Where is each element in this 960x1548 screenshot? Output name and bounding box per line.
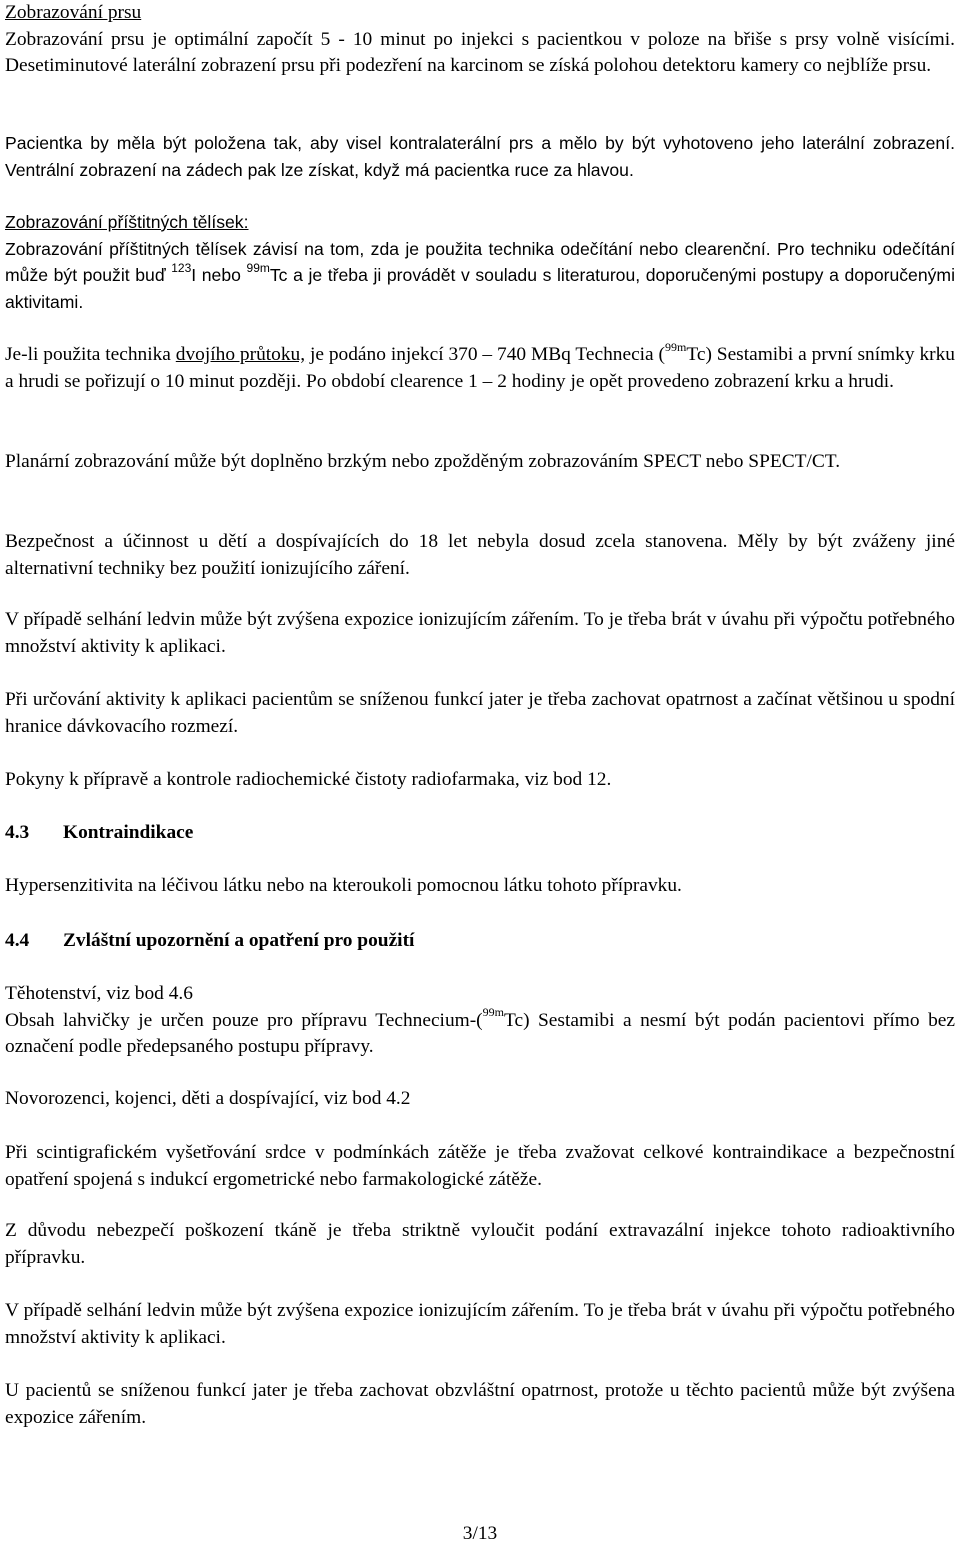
section-heading-breast-imaging: Zobrazování prsu bbox=[5, 2, 142, 23]
section-title: Zvláštní upozornění a opatření pro použití bbox=[63, 930, 415, 951]
paragraph: Novorozenci, kojenci, děti a dospívající, viz bod 4.2 bbox=[5, 1088, 411, 1109]
text-run: I nebo bbox=[191, 265, 247, 286]
superscript: 99m bbox=[665, 339, 687, 354]
paragraph: U pacientů se sníženou funkcí jater je třeba zachovat obzvláštní opatrnost, protože u těchto pacientů může být zvýšena expozice zářením. bbox=[5, 1380, 955, 1428]
paragraph bbox=[5, 236, 955, 316]
paragraph: Pokyny k přípravě a kontrole radiochemické čistoty radiofarmaka, viz bod 12. bbox=[5, 769, 612, 790]
text-run: je podáno injekcí 370 – 740 MBq Technecia ( bbox=[305, 344, 666, 365]
text-run: Tc) Sestamibi a první snímky krku a hrudi se pořizují o 10 minut později. Po období clearence 1 – 2 hodiny je opět provedeno zobrazení krku a hrudi. bbox=[5, 344, 955, 392]
breast-imaging-section bbox=[5, 0, 955, 80]
paragraph: Při určování aktivity k aplikaci pacientům se sníženou funkcí jater je třeba zachovat opatrnost a začínat většinou u spodní hranice dávkovacího rozmezí. bbox=[5, 689, 955, 737]
paragraph: Hypersenzitivita na léčivou látku nebo na kteroukoli pomocnou látku tohoto přípravku. bbox=[5, 875, 682, 896]
section-title: Kontraindikace bbox=[63, 822, 194, 843]
superscript: 123 bbox=[171, 261, 192, 276]
paragraph: Bezpečnost a účinnost u dětí a dospívajících do 18 let nebyla dosud zcela stanovena. Měly by být zváženy jiné alternativní techniky bez použití ionizujícího záření. bbox=[5, 531, 955, 579]
section-number: 4.3 bbox=[5, 822, 30, 843]
text-run: Zobrazování příštitných tělísek závisí na tom, zda je použita technika odečítání nebo clearenční. Pro techniku odečítání může být použit buď bbox=[5, 238, 955, 286]
section-heading-parathyroid-imaging: Zobrazování příštitných tělísek: bbox=[5, 212, 249, 232]
paragraph bbox=[5, 1005, 955, 1061]
section-heading-4-4 bbox=[5, 928, 955, 955]
paragraph: Planární zobrazování může být doplněno brzkým nebo zpožděným zobrazováním SPECT nebo SPECT/CT. bbox=[5, 451, 841, 472]
page-number: 3/13 bbox=[462, 1523, 498, 1544]
paragraph: V případě selhání ledvin může být zvýšena expozice ionizujícím zářením. To je třeba brát v úvahu při výpočtu potřebného množství aktivity k aplikaci. bbox=[5, 1300, 955, 1348]
text-run: Tc a je třeba ji provádět v souladu s literaturou, doporučenými postupy a doporučenými aktivitami. bbox=[5, 265, 955, 312]
section-heading-4-3 bbox=[5, 820, 955, 847]
parathyroid-imaging-section bbox=[5, 209, 955, 315]
paragraph: Zobrazování prsu je optimální započít 5 - 10 minut po injekci s pacientkou v poloze na břiše s prsy volně visícími. Desetiminutové laterální zobrazení prsu při podezření na karcinom se získá polohou detektoru kamery co nejblíže prsu. bbox=[5, 28, 955, 77]
paragraph: Z důvodu nebezpečí poškození tkáně je třeba striktně vyloučit podání extravazální injekce tohoto radioaktivního přípravku. bbox=[5, 1220, 955, 1268]
text-run: Je-li použita technika bbox=[5, 344, 176, 365]
superscript: 99m bbox=[482, 1005, 504, 1020]
paragraph: Pacientka by měla být položena tak, aby visel kontralaterální prs a mělo by být vyhotoveno jeho laterální zobrazení. Ventrální zobrazení na zádech pak lze získat, když má pacientka ruce za hlavou. bbox=[5, 133, 955, 180]
paragraph: Při scintigrafickém vyšetřování srdce v podmínkách zátěže je třeba zvažovat celkové kontraindikace a bezpečnostní opatření spojená s indukcí ergometrické nebo farmakologické zátěže. bbox=[5, 1142, 955, 1190]
underlined-term: dvojího průtoku, bbox=[175, 344, 306, 365]
pregnancy-paragraph bbox=[5, 981, 955, 1061]
paragraph bbox=[5, 339, 955, 395]
text-line: Těhotenství, viz bod 4.6 bbox=[5, 983, 193, 1004]
text-run: Obsah lahvičky je určen pouze pro přípravu Technecium-( bbox=[5, 1009, 483, 1031]
section-number: 4.4 bbox=[5, 930, 30, 951]
paragraph: V případě selhání ledvin může být zvýšena expozice ionizujícím zářením. To je třeba brát v úvahu při výpočtu potřebného množství aktivity k aplikaci. bbox=[5, 609, 955, 657]
text-run: Tc) Sestamibi a nesmí být podán pacientovi přímo bez označení podle předepsaného postupu přípravy. bbox=[5, 1009, 955, 1058]
superscript: 99m bbox=[246, 261, 270, 276]
